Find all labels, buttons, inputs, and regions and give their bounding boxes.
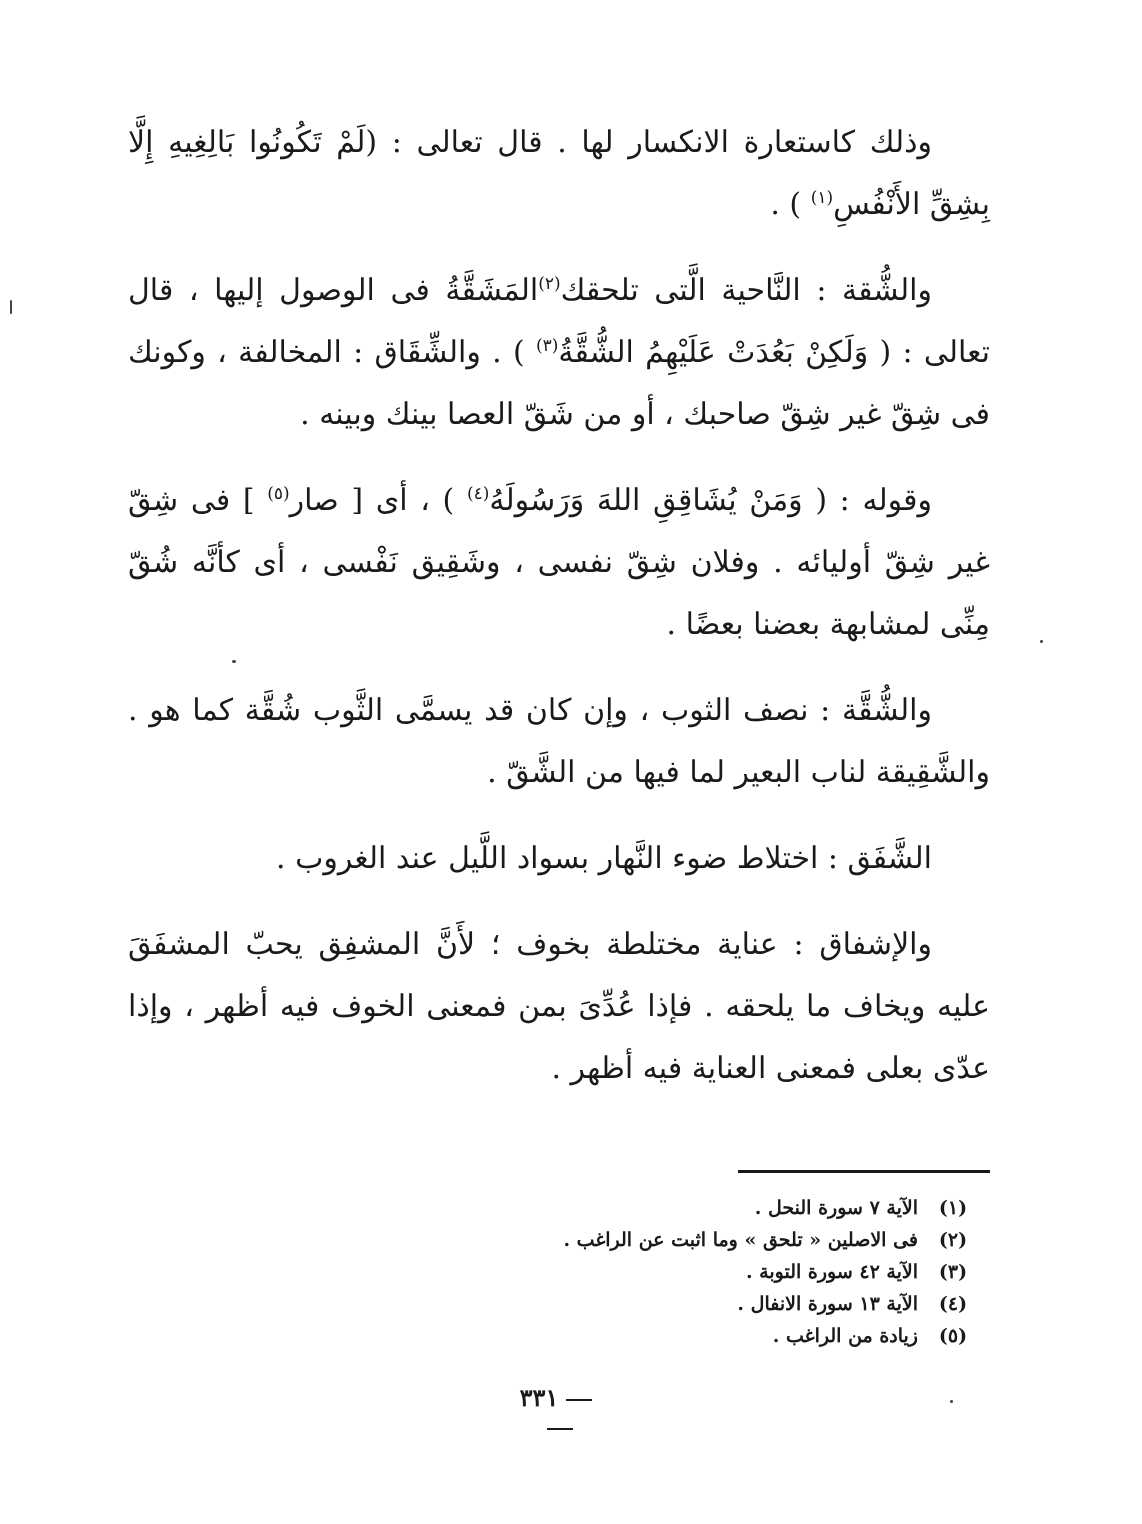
paragraph-3-text: وقوله : ( وَمَنْ يُشَاقِقِ اللهَ وَرَسُولَهُ: [489, 483, 933, 518]
paragraph-2-mid: المَشَقَّةُ فى الوصول إليها ، قال تعالى : ( وَلَكِنْ بَعُدَتْ عَلَيْهِمُ الشُّقَّةُ: [128, 273, 990, 370]
paragraph-1-text: وذلك كاستعارة الانكسار لها . قال تعالى : (لَمْ تَكُونُوا بَالِغِيهِ إِلَّا بِشِقِّ الأَنْفُسِ: [128, 125, 990, 222]
footnote-ref-5: (٥): [267, 484, 290, 504]
paragraph-3: [128, 470, 990, 656]
page-number: [500, 1383, 620, 1441]
paragraph-2-text: والشُّقة : النَّاحية الَّتى تلحقك: [560, 273, 932, 308]
footnote-item: [420, 1288, 970, 1320]
footnote-text: الآية ١٣ سورة الانفال .: [737, 1293, 918, 1315]
footnote-number: (٢): [938, 1229, 968, 1251]
paragraph-6: والإشفاق : عناية مختلطة بخوف ؛ لأَنَّ المشفِق يحبّ المشفَقَ عليه ويخاف ما يلحقه . فإذا عُدِّىَ بمن فمعنى الخوف فيه أظهر ، وإذا عدّى بعلى فمعنى العناية فيه أظهر .: [128, 927, 990, 1086]
footnote-item: [420, 1192, 970, 1224]
scan-speck: [1040, 640, 1043, 643]
footnote-number: (١): [938, 1197, 968, 1219]
page-number-text: ٣٣١: [519, 1383, 559, 1412]
scan-speck: [950, 1400, 953, 1403]
footnote-ref-2: (٢): [538, 274, 561, 294]
page-number-dash-left: [547, 1428, 573, 1430]
paragraph-1-end: ) .: [770, 187, 802, 222]
footnote-text: الآية ٤٢ سورة التوبة .: [745, 1261, 918, 1283]
main-text: [128, 112, 990, 1124]
page-number-dash-right: [566, 1399, 592, 1401]
footnote-item: [420, 1256, 970, 1288]
scan-speck: [232, 660, 236, 663]
paragraph-3-mid: ) ، أى [ صار: [289, 483, 455, 518]
footnote-ref-4: (٤): [466, 484, 490, 504]
footnote-item: [420, 1320, 970, 1352]
footnote-divider: [738, 1170, 990, 1173]
paragraph-4: والشُّقَّة : نصف الثوب ، وإن كان قد يسمَّى الثَّوب شُقَّة كما هو . والشَّقِيقة لناب البعير لما فيها من الشَّقّ .: [128, 693, 990, 790]
footnote-text: فى الاصلين « تلحق » وما اثبت عن الراغب .: [563, 1229, 918, 1251]
footnote-number: (٤): [938, 1293, 968, 1315]
paragraph-2-end: ) . والشِّقَاق : المخالفة ، وكونك فى شِقّ غير شِقّ صاحبك ، أو من شَقّ العصا بينك وبينه .: [128, 335, 990, 432]
footnote-number: (٥): [938, 1325, 968, 1347]
footnote-ref-1: (١): [810, 188, 834, 208]
paragraph-2: [128, 260, 990, 446]
footnote-ref-3: (٣): [535, 336, 559, 356]
footnote-item: [420, 1224, 970, 1256]
footnote-text: زيادة من الراغب .: [772, 1325, 918, 1347]
scan-speck: [10, 300, 12, 314]
paragraph-3-end: ] فى شِقّ غير شِقّ أوليائه . وفلان شِقّ نفسى ، وشَقِيق نَفْسى ، أى كأنَّه شُقّ مِنِّى لمشابهة بعضنا بعضًا .: [128, 483, 990, 642]
footnote-number: (٣): [938, 1261, 968, 1283]
footnotes-list: [420, 1192, 970, 1352]
footnote-text: الآية ٧ سورة النحل .: [754, 1197, 918, 1219]
paragraph-1: [128, 112, 990, 236]
paragraph-5: الشَّفَق : اختلاط ضوء النَّهار بسواد اللَّيل عند الغروب .: [276, 841, 932, 876]
